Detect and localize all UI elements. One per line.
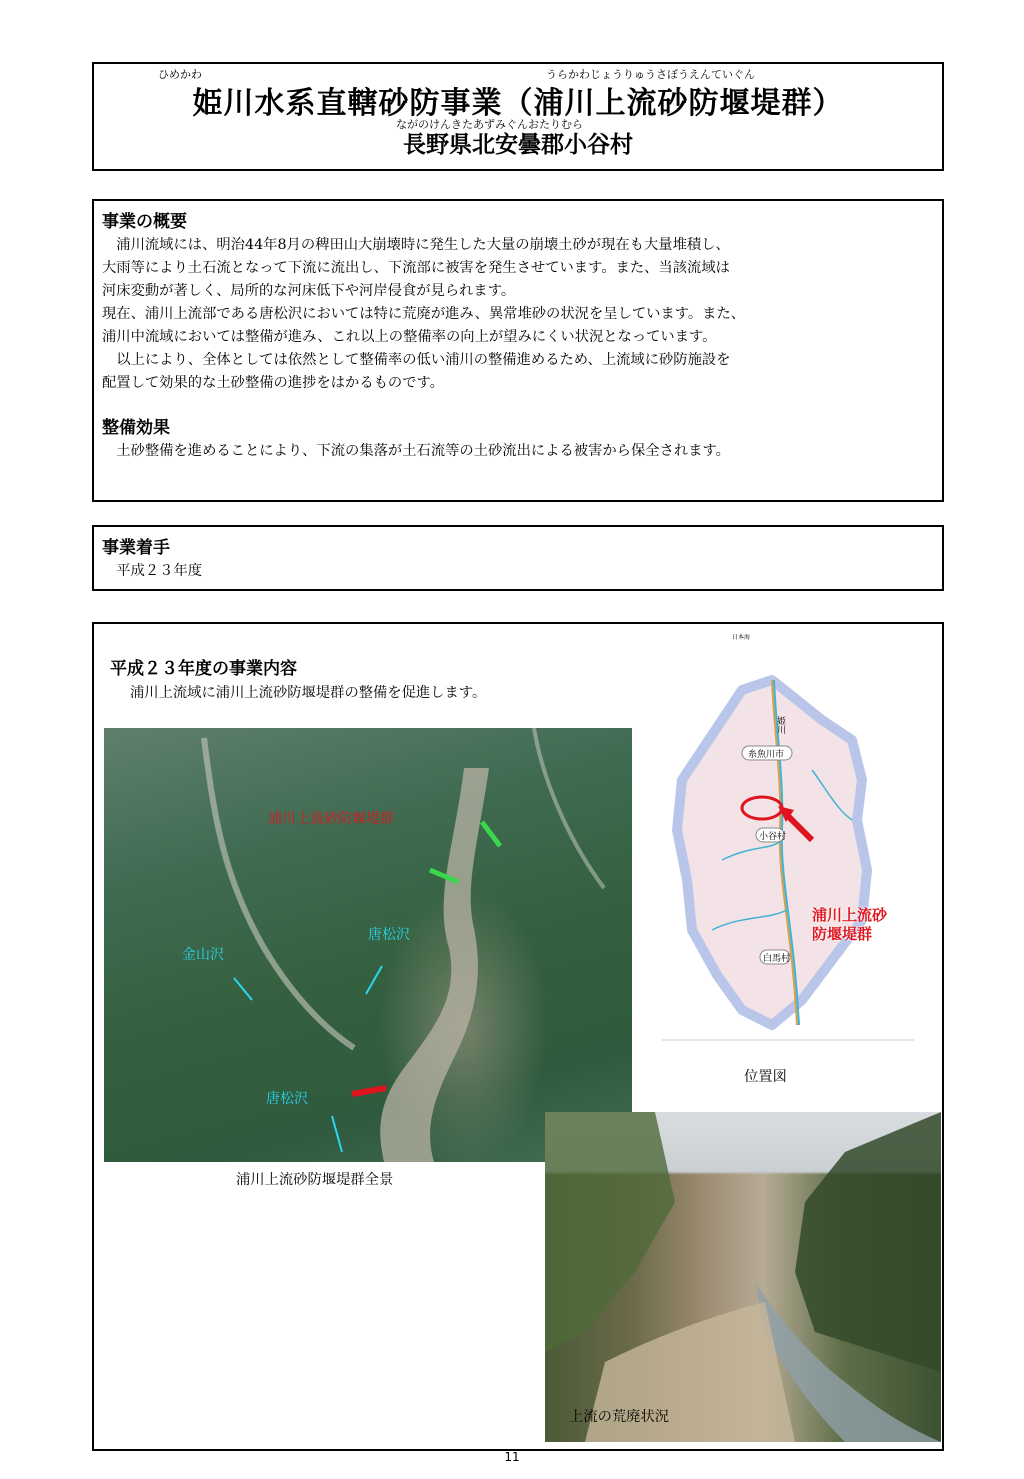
start-box [92,525,944,591]
location-map [662,630,922,1055]
overview-line: 配置して効果的な土砂整備の進捗をはかるものです。 [102,375,444,391]
overview-heading: 事業の概要 [102,212,187,232]
upstream-photo [545,1112,941,1442]
label-karamatsu-lower: 唐松沢 [266,1091,308,1107]
map-caption: 位置図 [744,1069,787,1085]
map-village-label: 小谷村 [759,832,787,842]
start-text: 平成２３年度 [102,563,203,579]
label-karamatsu-upper: 唐松沢 [368,927,410,943]
overview-line: 河床変動が著しく、局所的な河床低下や河岸侵食が見られます。 [102,283,516,299]
effect-heading: 整備効果 [102,418,170,438]
subtitle-ruby: ながのけんきたあずみぐんおたりむら [396,118,583,131]
upstream-photo-drawing [545,1112,941,1442]
location-map-drawing [662,630,922,1055]
overview-line: 浦川流域には、明治44年8月の稗田山大崩壊時に発生した大量の崩壊土砂が現在も大量堆積し、 [102,237,730,253]
page-subtitle: 長野県北安曇郡小谷村 [403,132,633,158]
overview-line: 現在、浦川上流部である唐松沢においては特に荒廃が進み、異常堆砂の状況を呈しています。また、 [102,306,746,322]
map-top-label: 日本海 [732,634,751,641]
overview-line: 以上により、全体としては依然として整備率の低い浦川の整備進めるため、上流域に砂防施設を [102,352,731,368]
overview-line: 大雨等により土石流となって下流に流出し、下流部に被害を発生させています。また、当該流域は [102,260,730,276]
title-ruby-himekawa: ひめかわ [158,68,202,81]
page-number: 11 [504,1450,520,1464]
page-title: 姫川水系直轄砂防事業（浦川上流砂防堰堤群） [192,86,844,121]
overview-box [92,199,944,502]
aerial-photo-caption: 浦川上流砂防堰堤群全景 [236,1172,394,1188]
aerial-photo [104,728,632,1162]
content-box [92,622,944,1451]
content-heading: 平成２３年度の事業内容 [110,659,297,679]
title-box [92,62,944,171]
effect-text: 土砂整備を進めることにより、下流の集落が土石流等の土砂流出による被害から保全されます。 [102,443,730,459]
label-kanayama: 金山沢 [182,947,224,963]
map-callout-line2: 防堰堤群 [812,925,873,943]
map-village2-label: 白馬村 [763,954,791,964]
map-city-label: 糸魚川市 [748,750,785,760]
map-callout [812,906,887,944]
overview-line: 浦川中流域においては整備が進み、これ以上の整備率の向上が望みにくい状況となっています。 [102,329,717,345]
title-ruby-urakawa: うらかわじょうりゅうさぼうえんていぐん [546,68,755,81]
start-heading: 事業着手 [102,538,170,558]
map-callout-line1: 浦川上流砂 [812,906,888,924]
upstream-photo-caption: 上流の荒廃状況 [569,1409,670,1425]
label-dam-group: 浦川上流砂防堰堤群 [268,811,394,827]
map-river-label: 姫川 [775,716,785,734]
content-text: 浦川上流域に浦川上流砂防堰堤群の整備を促進します。 [130,685,487,701]
